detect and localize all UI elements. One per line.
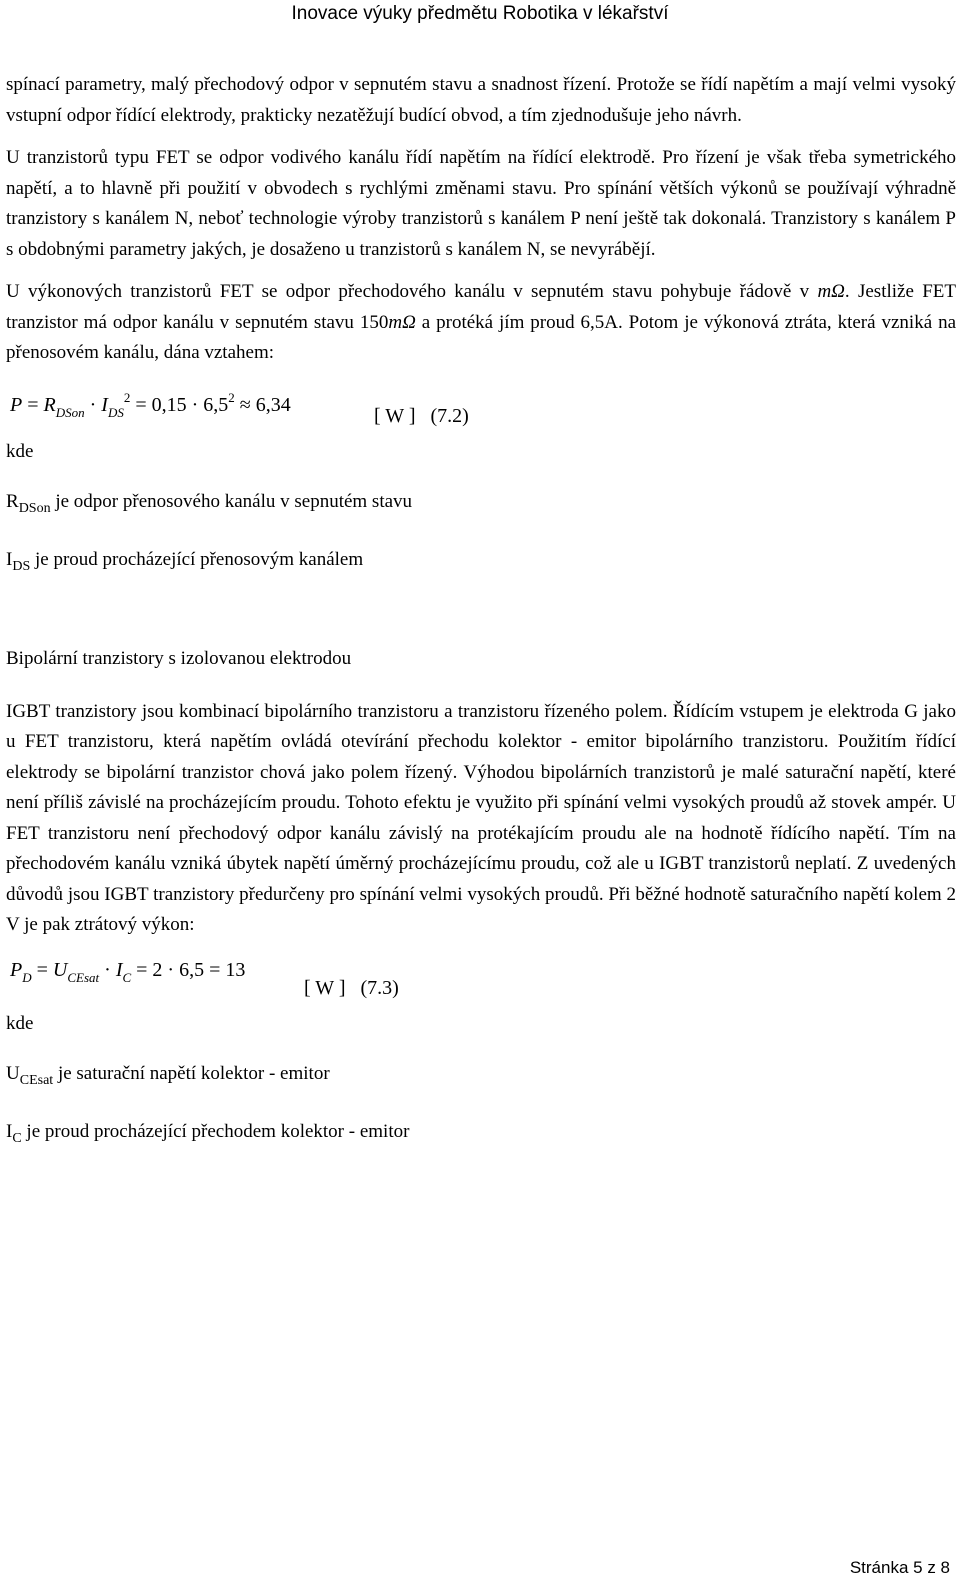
- paragraph-power-fet: [6, 277, 956, 369]
- equation-7-2-unit: [ W ] (7.2): [374, 404, 469, 427]
- equation-7-3-unit: [ W ] (7.3): [304, 976, 399, 999]
- section-heading-igbt: Bipolární tranzistory s izolovanou elektrodou: [6, 648, 352, 669]
- page-number: Stránka 5 z 8: [849, 1558, 950, 1577]
- equation-7-2-expression: $P = R_{DSon} \cdot I_{DS}^2 = 0,15 \cdot 6,5^2 \approx 6,34$: [10, 389, 291, 420]
- where-label: kde: [6, 440, 34, 462]
- definition-ic: $I_C$ je proud procházející přechodem kolektor - emitor: [6, 1120, 410, 1146]
- paragraph-fet-channel: U tranzistorů typu FET se odpor vodivého kanálu řídí napětím na řídící elektrodě. Pro řízení je však třeba symetrického napětí, a to hlavně při použití v obvodech s rychlými změnami stavu. Pro spínání větších výkonů se používají výhradně tranzistory s kanálem N, neboť technologie výroby tranzistorů s kanálem P není ještě tak dokonalá. Tranzistory s kanálem P s obdobnými parametry jakých, je dosaženo u tranzistorů s kanálem N, se nevyrábějí.: [6, 147, 956, 260]
- paragraph-igbt: IGBT tranzistory jsou kombinací bipolárního tranzistoru a tranzistoru řízeného polem. Řídícím vstupem je elektroda G jako u FET tranzistoru, která napětím ovládá otevírání přechodu kolektor - emitor bipolárního tranzistoru. Použitím řídící elektrody se bipolární tranzistor chová jako polem řízený. Výhodou bipolárních tranzistorů je malé saturační napětí, které není příliš závislé na procházejícím proudu. Tohoto efektu je využito při spínání velmi vysokých proudů až stovek ampér. U FET tranzistoru není přechodový odpor kanálu závislý na protékajícím proudu ale na hodnotě řídícího napětí. Tím na přechodovém kanálu vzniká úbytek napětí úměrný procházejícímu proudu, což ale u IGBT tranzistorů neplatí. Z uvedených důvodů jsou IGBT tranzistory předurčeny pro spínání velmi vysokých proudů. Při běžné hodnotě saturačního napětí kolem 2 V je pak ztrátový výkon:: [6, 700, 956, 935]
- definition-rdson: $R_{DSon}$ je odpor přenosového kanálu v sepnutém stavu: [6, 491, 413, 516]
- p3-text-a: U výkonových tranzistorů FET se odpor přechodového kanálu v sepnutém stavu pohybuje řádově v: [6, 281, 818, 302]
- equation-7-2-number: (7.2): [430, 404, 469, 427]
- equation-7-2: [6, 383, 956, 437]
- p3-text-c: a protéká jím proud 6,5A. Potom je výkonová ztráta, která vzniká na přenosovém kanálu, dána vztahem:: [6, 311, 957, 363]
- paragraph-switching-params: spínací parametry, malý přechodový odpor v sepnutém stavu a snadnost řízení. Protože se řídí napětím a mají velmi vysoký vstupní odpor řídící elektrody, prakticky nezatěžují budící obvod, a tím zjednodušuje jeho návrh.: [6, 74, 956, 126]
- equation-7-3-number: (7.3): [360, 976, 399, 999]
- page-header: Inovace výuky předmětu Robotika v lékařství: [291, 3, 669, 24]
- equation-7-3: [6, 955, 956, 1009]
- p3-text-b: . Jestliže FET tranzistor má odpor kanálu v sepnutém stavu 150: [6, 281, 956, 333]
- equation-7-3-expression: $P_D = U_{CEsat} \cdot I_C = 2 \cdot 6,5 = 13$: [10, 958, 246, 985]
- document-body: [6, 70, 956, 1154]
- where-label-2: kde: [6, 1012, 34, 1034]
- milliohm-unit: mΩ: [817, 281, 845, 302]
- milliohm-unit-2: mΩ: [388, 311, 416, 333]
- definition-ids: $I_{DS}$ je proud procházející přenosovým kanálem: [6, 548, 364, 574]
- definition-ucesat: $U_{CEsat}$ je saturační napětí kolektor - emitor: [6, 1063, 330, 1088]
